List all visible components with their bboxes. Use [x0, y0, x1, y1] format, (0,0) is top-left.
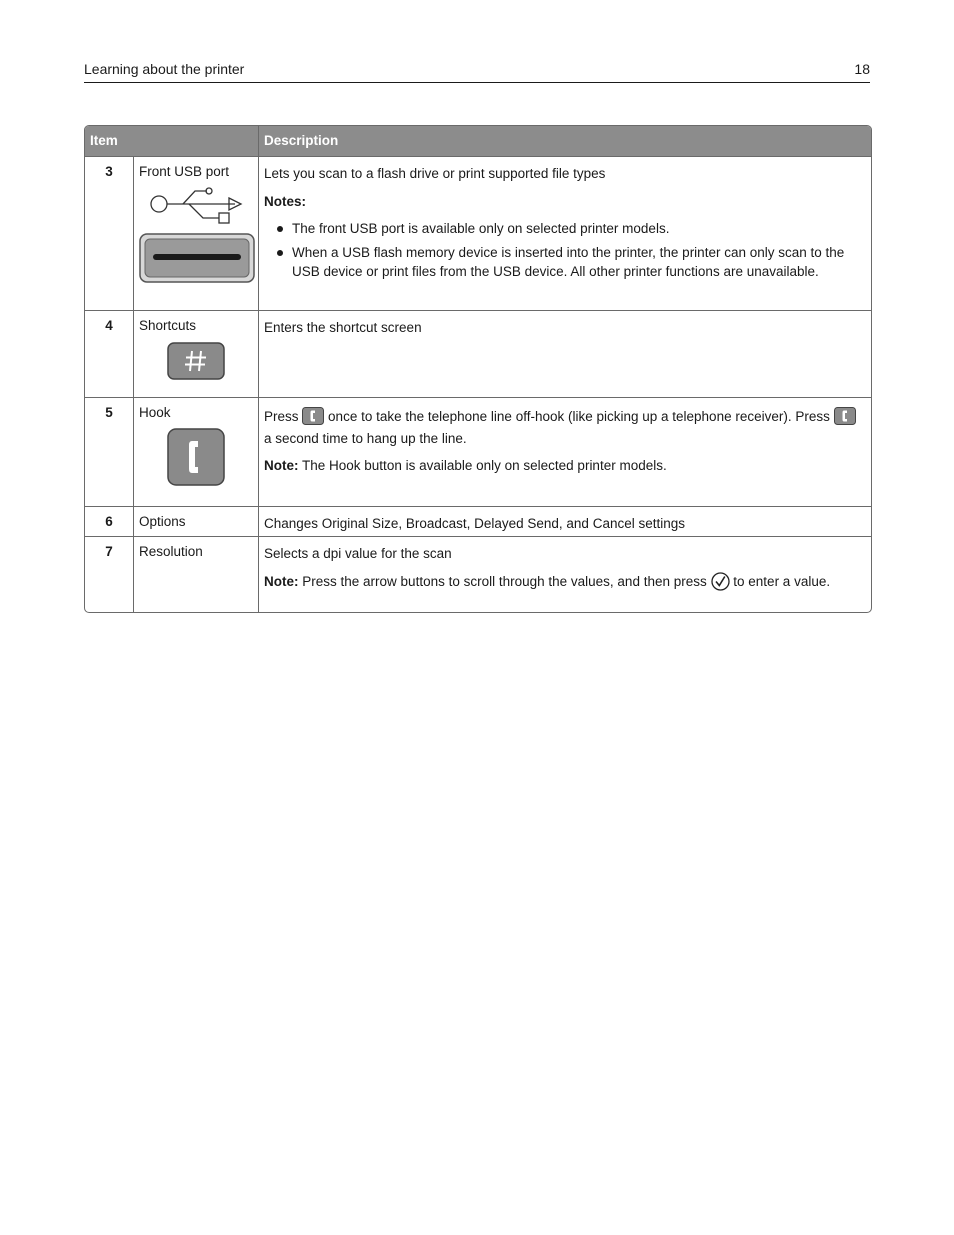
description-text: Selects a dpi value for the scan	[264, 546, 452, 561]
usb-icon	[147, 185, 243, 229]
item-number: 4	[85, 311, 134, 397]
column-header-description: Description	[264, 133, 339, 148]
checkmark-button-icon	[711, 572, 730, 591]
description-text: Lets you scan to a flash drive or print supported file types	[264, 166, 606, 181]
item-name-cell	[134, 398, 259, 506]
item-name: Resolution	[139, 544, 203, 559]
table-header-row	[85, 126, 871, 156]
item-name-cell	[134, 507, 259, 536]
item-number: 6	[85, 507, 134, 536]
description-text: Changes Original Size, Broadcast, Delayed Send, and Cancel settings	[264, 516, 685, 531]
item-name: Options	[139, 514, 186, 529]
item-number: 5	[85, 398, 134, 506]
item-name-cell	[134, 157, 259, 310]
usb-port-slot-icon	[139, 233, 255, 283]
description-text	[264, 406, 865, 450]
note-body: The Hook button is available only on selected printer models.	[302, 458, 667, 473]
list-item: The front USB port is available only on selected printer models.	[292, 219, 865, 238]
hook-description-post: a second time to hang up the line.	[264, 431, 467, 446]
press-text: Press	[264, 409, 299, 424]
hook-description-mid: once to take the telephone line off-hook (like picking up a telephone receiver). Press	[328, 409, 830, 424]
table-row	[85, 397, 871, 506]
note-body-pre: Press the arrow buttons to scroll through the values, and then press	[302, 574, 707, 589]
page-header	[84, 60, 870, 83]
table-row	[85, 156, 871, 310]
note-text	[264, 456, 865, 475]
notes-list	[264, 219, 865, 281]
item-description	[259, 537, 871, 612]
table-row	[85, 310, 871, 397]
list-item: When a USB flash memory device is inserted into the printer, the printer can only scan to the USB device or print files from the USB device. All other printer functions are unavailable.	[292, 243, 865, 281]
description-text: Enters the shortcut screen	[264, 320, 422, 335]
phone-hook-button-icon	[167, 428, 225, 486]
note-body-post: to enter a value.	[733, 574, 831, 589]
item-description	[259, 311, 871, 397]
item-name-cell	[134, 311, 259, 397]
notes-label: Notes:	[264, 194, 307, 209]
table-row	[85, 536, 871, 612]
item-name: Shortcuts	[139, 318, 197, 333]
column-header-item: Item	[85, 126, 259, 156]
table-row	[85, 506, 871, 536]
item-description-table	[84, 125, 872, 613]
item-name: Front USB port	[139, 164, 230, 179]
page-number: 18	[854, 61, 870, 77]
note-label: Note:	[264, 458, 299, 473]
phone-hook-inline-icon	[302, 407, 324, 425]
item-description	[259, 157, 871, 310]
item-number: 7	[85, 537, 134, 612]
note-label: Note:	[264, 574, 299, 589]
item-name: Hook	[139, 405, 171, 420]
phone-hook-inline-icon	[834, 407, 856, 425]
item-description	[259, 398, 871, 506]
note-text	[264, 572, 865, 591]
hash-button-icon	[167, 342, 225, 380]
item-number: 3	[85, 157, 134, 310]
section-title: Learning about the printer	[84, 61, 245, 77]
item-name-cell	[134, 537, 259, 612]
item-description	[259, 507, 871, 536]
